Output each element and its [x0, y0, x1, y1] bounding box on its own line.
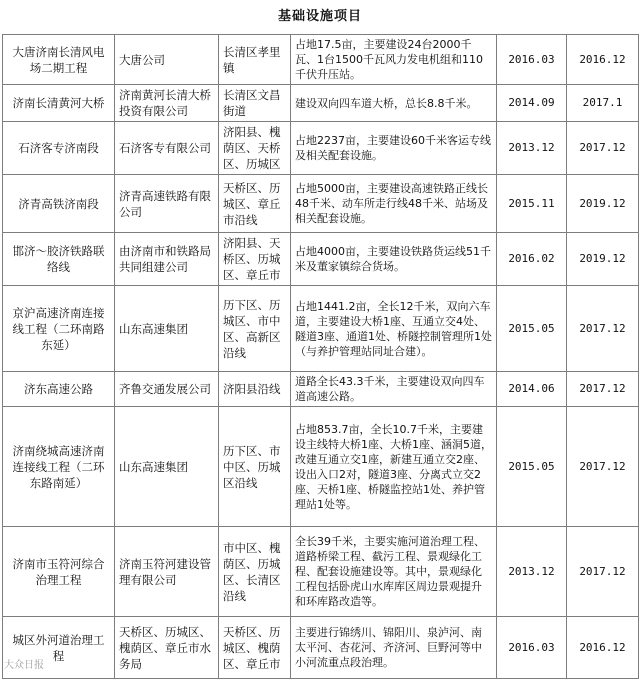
table-row [3, 286, 639, 372]
project-unit: 山东高速集团 [115, 286, 219, 372]
project-name: 济南市玉符河综合治理工程 [3, 527, 115, 617]
end-date: 2016.12 [567, 35, 639, 85]
table-title: 基础设施项目 [277, 9, 362, 24]
end-date: 2017.12 [567, 286, 639, 372]
start-date: 2014.06 [497, 372, 567, 407]
project-name: 石济客专济南段 [3, 122, 115, 175]
project-name: 城区外河道治理工程 [3, 617, 115, 679]
start-date: 2015.05 [497, 407, 567, 527]
table-row [3, 122, 639, 175]
start-date: 2016.03 [497, 617, 567, 679]
project-area: 济阳县、天桥区、历城区、章丘市 [219, 233, 291, 286]
table-row [3, 85, 639, 122]
project-description: 占地1441.2亩，全长12千米，双向六车道，主要建设大桥1座、互通立交4处、隧道3座、通道1处、桥隧控制管理所1处（与养护管理站同址合建）。 [291, 286, 497, 372]
project-area: 天桥区、历城区、槐荫区、章丘市 [219, 617, 291, 679]
table-row [3, 233, 639, 286]
project-description: 占地4000亩，主要建设铁路货运线51千米及董家镇综合货场。 [291, 233, 497, 286]
project-area: 长清区文昌街道 [219, 85, 291, 122]
project-area: 济阳县沿线 [219, 372, 291, 407]
project-description: 占地5000亩，主要建设高速铁路正线长48千米、动车所走行线48千米、站场及相关配套设施。 [291, 175, 497, 233]
start-date: 2016.03 [497, 35, 567, 85]
start-date: 2014.09 [497, 85, 567, 122]
project-description: 道路全长43.3千米，主要建设双向四车道高速公路。 [291, 372, 497, 407]
project-unit: 天桥区、历城区、槐荫区、章丘市水务局 [115, 617, 219, 679]
project-name: 济南绕城高速济南连接线工程（二环东路南延） [3, 407, 115, 527]
project-unit: 山东高速集团 [115, 407, 219, 527]
project-area: 市中区、槐荫区、历城区、长清区沿线 [219, 527, 291, 617]
end-date: 2017.1 [567, 85, 639, 122]
project-unit: 济南玉符河建设管理有限公司 [115, 527, 219, 617]
project-name: 济东高速公路 [3, 372, 115, 407]
project-description: 全长39千米，主要实施河道治理工程、道路桥梁工程、截污工程、景观绿化工程、配套设施建设等。其中，景观绿化工程包括卧虎山水库库区周边景观提升和环库路改造等。 [291, 527, 497, 617]
end-date: 2016.12 [567, 617, 639, 679]
table-row [3, 35, 639, 85]
project-unit: 大唐公司 [115, 35, 219, 85]
end-date: 2017.12 [567, 372, 639, 407]
project-description: 占地2237亩，主要建设60千米客运专线及相关配套设施。 [291, 122, 497, 175]
end-date: 2019.12 [567, 175, 639, 233]
projects-table [2, 34, 639, 679]
table-row [3, 175, 639, 233]
end-date: 2017.12 [567, 527, 639, 617]
project-description: 占地853.7亩，全长10.7千米，主要建设主线特大桥1座、大桥1座、涵洞5道，改建互通立交1座，新建互通立交2座、设出入口2对，隧道3座、分离式立交2座、天桥1座、桥隧监控站1处、养护管理站1处等。 [291, 407, 497, 527]
table-row [3, 407, 639, 527]
table-row [3, 617, 639, 679]
project-name: 济南长清黄河大桥 [3, 85, 115, 122]
table-row [3, 372, 639, 407]
project-unit: 济南黄河长清大桥投资有限公司 [115, 85, 219, 122]
project-name: 京沪高速济南连接线工程（二环南路东延） [3, 286, 115, 372]
project-area: 天桥区、历城区、章丘市沿线 [219, 175, 291, 233]
project-unit: 济青高速铁路有限公司 [115, 175, 219, 233]
start-date: 2013.12 [497, 527, 567, 617]
table-row [3, 527, 639, 617]
start-date: 2015.05 [497, 286, 567, 372]
project-name: 济青高铁济南段 [3, 175, 115, 233]
start-date: 2016.02 [497, 233, 567, 286]
project-description: 建设双向四车道大桥，总长8.8千米。 [291, 85, 497, 122]
start-date: 2015.11 [497, 175, 567, 233]
project-description: 占地17.5亩，主要建设24台2000千瓦、1台1500千瓦风力发电机组和110千伏升压站。 [291, 35, 497, 85]
start-date: 2013.12 [497, 122, 567, 175]
project-area: 长清区孝里镇 [219, 35, 291, 85]
project-name: 大唐济南长清风电场二期工程 [3, 35, 115, 85]
project-name: 邯济～胶济铁路联络线 [3, 233, 115, 286]
watermark: 大众日报 [4, 660, 44, 671]
project-description: 主要进行锦绣川、锦阳川、泉泸河、南太平河、杏花河、齐济河、巨野河等中小河流重点段治理。 [291, 617, 497, 679]
project-unit: 由济南市和铁路局共同组建公司 [115, 233, 219, 286]
end-date: 2017.12 [567, 122, 639, 175]
end-date: 2017.12 [567, 407, 639, 527]
project-unit: 齐鲁交通发展公司 [115, 372, 219, 407]
end-date: 2019.12 [567, 233, 639, 286]
project-area: 历下区、市中区、历城区沿线 [219, 407, 291, 527]
project-unit: 石济客专有限公司 [115, 122, 219, 175]
project-area: 济阳县、槐荫区、天桥区、历城区 [219, 122, 291, 175]
project-area: 历下区、历城区、市中区、高新区沿线 [219, 286, 291, 372]
